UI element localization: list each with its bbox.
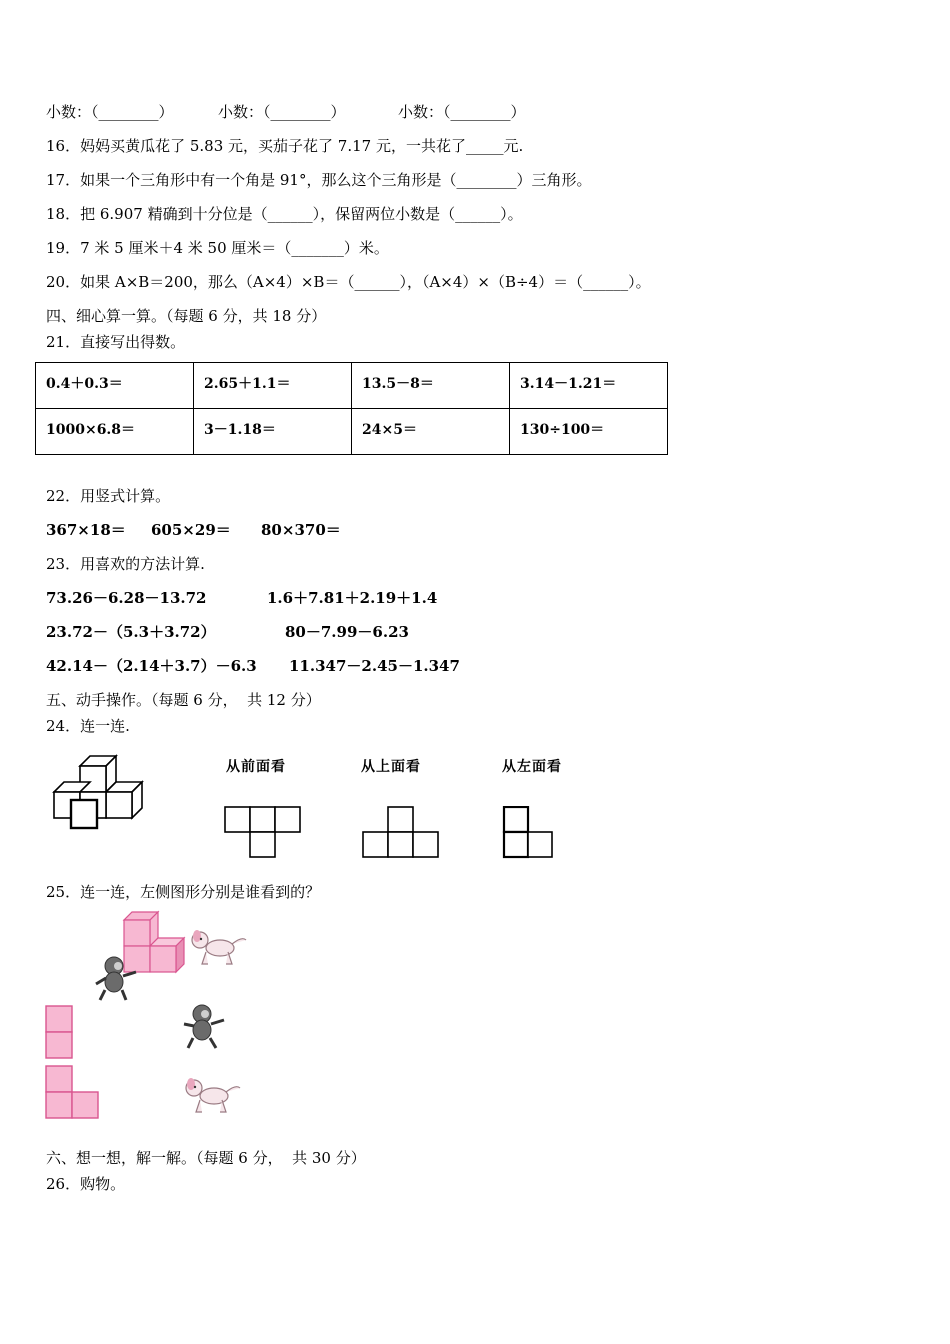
table-cell: 130÷100＝	[510, 409, 668, 455]
question-19: 19．7 米 5 厘米＋4 米 50 厘米＝（_______）米。	[46, 239, 389, 257]
q15-answer-b: 小数：（________）	[218, 103, 346, 121]
q23-item: 11.347－2.45－1.347	[289, 657, 460, 675]
q22-item: 367×18＝	[46, 521, 126, 539]
dog-icon	[182, 1072, 242, 1118]
section-6-heading: 六、想一想，解一解。（每题 6 分， 共 30 分）	[46, 1149, 366, 1167]
q22-item: 80×370＝	[261, 521, 341, 539]
question-25: 25．连一连，左侧图形分别是谁看到的？	[46, 883, 321, 901]
section-5-heading: 五、动手操作。（每题 6 分， 共 12 分）	[46, 691, 321, 709]
dog-icon	[188, 924, 248, 970]
question-17: 17．如果一个三角形中有一个角是 91°，那么这个三角形是（________）三角形。	[46, 171, 592, 189]
q23-item: 23.72－（5.3＋3.72）	[46, 623, 216, 641]
monkey-icon	[180, 1002, 228, 1050]
question-26: 26．购物。	[46, 1175, 126, 1193]
table-cell: 13.5－8＝	[352, 363, 510, 409]
q22-item: 605×29＝	[151, 521, 231, 539]
section-4-heading: 四、细心算一算。（每题 6 分，共 18 分）	[46, 307, 327, 325]
question-23: 23．用喜欢的方法计算.	[46, 555, 205, 573]
monkey-icon	[92, 954, 140, 1002]
question-22: 22．用竖式计算。	[46, 487, 171, 505]
q15-answer-c: 小数：（________）	[398, 103, 526, 121]
table-row	[36, 363, 668, 409]
q23-item: 80－7.99－6.23	[285, 623, 409, 641]
question-20: 20．如果 A×B＝200，那么（A×4）×B＝（______），（A×4）×（B÷4）＝（______）。	[46, 273, 651, 291]
table-cell: 24×5＝	[352, 409, 510, 455]
label-left-view: 从左面看	[502, 759, 562, 775]
q24-solid-figure	[50, 752, 150, 834]
q23-item: 73.26－6.28－13.72	[46, 589, 207, 607]
view-shape-front	[224, 806, 304, 860]
view-shape-column	[44, 1004, 74, 1060]
view-shape-l	[44, 1064, 100, 1120]
q21-table	[35, 362, 668, 455]
question-21: 21．直接写出得数。	[46, 333, 186, 351]
q23-item: 1.6＋7.81＋2.19＋1.4	[267, 589, 438, 607]
table-cell: 3.14－1.21＝	[510, 363, 668, 409]
label-top-view: 从上面看	[361, 759, 421, 775]
label-front-view: 从前面看	[226, 759, 286, 775]
question-18: 18．把 6.907 精确到十分位是（______），保留两位小数是（______）。	[46, 205, 523, 223]
q15-answer-a: 小数：（________）	[46, 103, 174, 121]
question-24: 24．连一连.	[46, 717, 130, 735]
table-cell: 0.4＋0.3＝	[36, 363, 194, 409]
table-cell: 2.65＋1.1＝	[194, 363, 352, 409]
table-cell: 1000×6.8＝	[36, 409, 194, 455]
view-shape-top	[362, 806, 442, 860]
view-shape-left	[502, 806, 558, 860]
table-cell: 3－1.18＝	[194, 409, 352, 455]
q23-item: 42.14－（2.14＋3.7）－6.3	[46, 657, 257, 675]
question-16: 16．妈妈买黄瓜花了 5.83 元，买茄子花了 7.17 元，一共花了_____元.	[46, 137, 524, 155]
table-row	[36, 409, 668, 455]
